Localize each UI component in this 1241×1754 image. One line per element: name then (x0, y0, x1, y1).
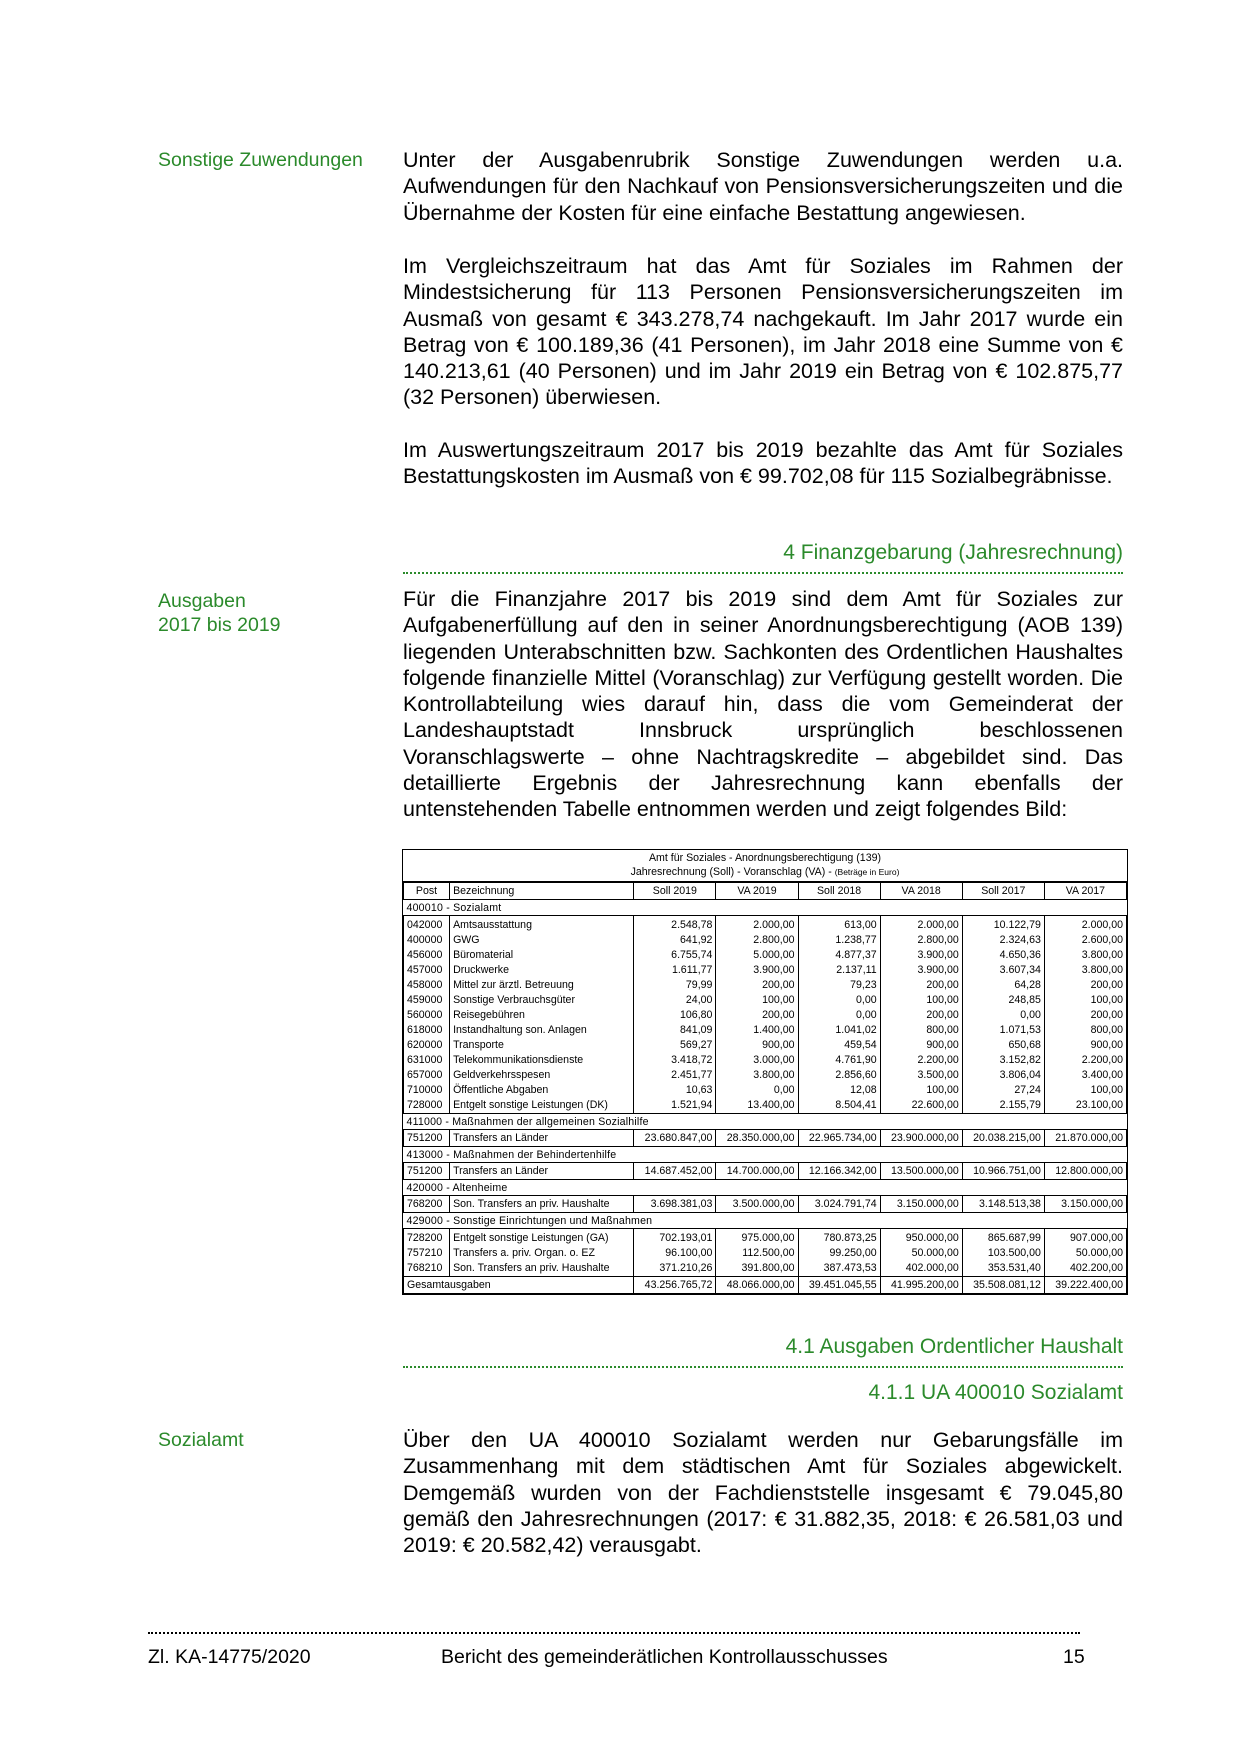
table-cell-bezeichnung: Büromaterial (450, 947, 634, 962)
table-cell-amount: 387.473,53 (798, 1260, 880, 1277)
table-header-row (404, 883, 1127, 900)
table-section-title: 429000 - Sonstige Einrichtungen und Maßnahmen (404, 1213, 1127, 1229)
table-cell-amount: 100,00 (1044, 1082, 1126, 1097)
table-cell-amount: 2.155,79 (962, 1097, 1044, 1114)
table-cell-amount: 79,99 (634, 977, 716, 992)
table-cell-amount: 800,00 (1044, 1022, 1126, 1037)
heading-4-1-1-sozialamt: 4.1.1 UA 400010 Sozialamt (868, 1381, 1123, 1404)
table-cell-post: 458000 (404, 977, 450, 992)
table-total-amount: 35.508.081,12 (962, 1277, 1044, 1294)
table-cell-amount: 200,00 (716, 1007, 798, 1022)
paragraph-sonstige-2: Im Vergleichszeitraum hat das Amt für Soziales im Rahmen der Mindestsicherung für 113 Personen Pensionsversicherungszeiten im Ausmaß von gesamt € 343.278,74 nachgekauft. Im Jahr 2017 wurde ein Betrag von € 100.189,36 (41 Personen), im Jahr 2018 eine Summe von € 140.213,61 (40 Personen) und im Jahr 2019 ein Betrag von € 102.875,77 (32 Personen) überwiesen. (403, 254, 1123, 410)
table-cell-amount: 3.150.000,00 (1044, 1196, 1126, 1213)
table-cell-post: 728000 (404, 1097, 450, 1114)
table-cell-amount: 900,00 (880, 1037, 962, 1052)
table-cell-amount: 3.024.791,74 (798, 1196, 880, 1213)
table-cell-bezeichnung: Entgelt sonstige Leistungen (DK) (450, 1097, 634, 1114)
table-cell-bezeichnung: Mittel zur ärztl. Betreuung (450, 977, 634, 992)
table-cell-amount: 200,00 (716, 977, 798, 992)
table-cell-amount: 3.000,00 (716, 1052, 798, 1067)
col-header-soll-2019: Soll 2019 (634, 883, 716, 900)
table-cell-amount: 12,08 (798, 1082, 880, 1097)
table-row (404, 977, 1127, 992)
table-section-row (404, 1147, 1127, 1163)
table-cell-amount: 21.870.000,00 (1044, 1130, 1126, 1147)
table-cell-amount: 3.900,00 (880, 947, 962, 962)
table-cell-bezeichnung: Transfers an Länder (450, 1130, 634, 1147)
table-cell-amount: 3.800,00 (1044, 947, 1126, 962)
table-cell-amount: 248,85 (962, 992, 1044, 1007)
table-total-amount: 48.066.000,00 (716, 1277, 798, 1294)
table-cell-amount: 23.100,00 (1044, 1097, 1126, 1114)
table-cell-amount: 100,00 (880, 1082, 962, 1097)
table-cell-amount: 106,80 (634, 1007, 716, 1022)
table-row (404, 1022, 1127, 1037)
table-row (404, 1245, 1127, 1260)
paragraph-sonstige-1: Unter der Ausgabenrubrik Sonstige Zuwendungen werden u.a. Aufwendungen für den Nachkauf von Pensionsversicherungszeiten und die Übernahme der Kosten für eine einfache Bestattung angewiesen. (403, 148, 1123, 225)
table-cell-bezeichnung: Reisegebühren (450, 1007, 634, 1022)
table-cell-amount: 103.500,00 (962, 1245, 1044, 1260)
table-cell-amount: 650,68 (962, 1037, 1044, 1052)
paragraph-sonstige-3: Im Auswertungszeitraum 2017 bis 2019 bezahlte das Amt für Soziales Bestattungskosten im Ausmaß von € 99.702,08 für 115 Sozialbegräbnisse. (403, 438, 1123, 489)
table-cell-post: 710000 (404, 1082, 450, 1097)
table-cell-amount: 3.500,00 (880, 1067, 962, 1082)
table-cell-post: 751200 (404, 1163, 450, 1180)
table-cell-amount: 50.000,00 (1044, 1245, 1126, 1260)
table-row (404, 1260, 1127, 1277)
table-cell-post: 620000 (404, 1037, 450, 1052)
table-cell-amount: 13.400,00 (716, 1097, 798, 1114)
table-cell-amount: 459,54 (798, 1037, 880, 1052)
footer-reference: Zl. KA-14775/2020 (148, 1646, 311, 1668)
table-cell-amount: 800,00 (880, 1022, 962, 1037)
col-header-va-2017: VA 2017 (1044, 883, 1126, 900)
table-cell-amount: 200,00 (880, 977, 962, 992)
table-total-amount: 41.995.200,00 (880, 1277, 962, 1294)
table-row (404, 947, 1127, 962)
table-section-row (404, 1114, 1127, 1130)
table-cell-amount: 2.856,60 (798, 1067, 880, 1082)
margin-label-sonstige-zuwendungen: Sonstige Zuwendungen (158, 149, 363, 171)
table-cell-amount: 2.000,00 (716, 916, 798, 933)
table-cell-bezeichnung: Öffentliche Abgaben (450, 1082, 634, 1097)
table-cell-amount: 12.800.000,00 (1044, 1163, 1126, 1180)
table-total-amount: 39.222.400,00 (1044, 1277, 1126, 1294)
table-cell-amount: 96.100,00 (634, 1245, 716, 1260)
table-row (404, 1067, 1127, 1082)
table-cell-amount: 391.800,00 (716, 1260, 798, 1277)
table-cell-post: 728200 (404, 1229, 450, 1246)
table-cell-amount: 28.350.000,00 (716, 1130, 798, 1147)
table-cell-amount: 900,00 (1044, 1037, 1126, 1052)
table-cell-bezeichnung: Geldverkehrsspesen (450, 1067, 634, 1082)
col-header-post: Post (404, 883, 450, 900)
budget-table (402, 849, 1128, 1295)
table-cell-amount: 12.166.342,00 (798, 1163, 880, 1180)
table-cell-amount: 371.210,26 (634, 1260, 716, 1277)
table-cell-post: 459000 (404, 992, 450, 1007)
footer-title: Bericht des gemeinderätlichen Kontrollausschusses (441, 1646, 888, 1668)
table-cell-amount: 2.548,78 (634, 916, 716, 933)
table-cell-amount: 0,00 (962, 1007, 1044, 1022)
table-cell-amount: 1.071,53 (962, 1022, 1044, 1037)
paragraph-ausgaben: Für die Finanzjahre 2017 bis 2019 sind dem Amt für Soziales zur Aufgabenerfüllung auf den in seiner Anordnungsberechtigung (AOB 139) liegenden Unterabschnitten bzw. Sachkonten des Ordentlichen Haushaltes folgende finanzielle Mittel (Voranschlag) zur Verfügung gestellt worden. Die Kontrollabteilung wies darauf hin, dass die vom Gemeinderat der Landeshauptstadt Innsbruck ursprünglich beschlossenen Voranschlagswerte – ohne Nachtragskredite – abgebildet sind. Das detaillierte Ergebnis der Jahresrechnung kann ebenfalls der untenstehenden Tabelle entnommen werden und zeigt folgendes Bild: (403, 587, 1123, 822)
table-cell-amount: 780.873,25 (798, 1229, 880, 1246)
table-row (404, 992, 1127, 1007)
table-cell-amount: 4.761,90 (798, 1052, 880, 1067)
table-cell-amount: 20.038.215,00 (962, 1130, 1044, 1147)
table-cell-amount: 24,00 (634, 992, 716, 1007)
table-section-row (404, 900, 1127, 916)
table-cell-amount: 13.500.000,00 (880, 1163, 962, 1180)
table-cell-amount: 2.200,00 (1044, 1052, 1126, 1067)
table-cell-amount: 2.137,11 (798, 962, 880, 977)
col-header-soll-2017: Soll 2017 (962, 883, 1044, 900)
table-cell-amount: 10.966.751,00 (962, 1163, 1044, 1180)
table-cell-amount: 5.000,00 (716, 947, 798, 962)
table-cell-amount: 3.698.381,03 (634, 1196, 716, 1213)
budget-table-grid (403, 882, 1127, 1294)
table-cell-bezeichnung: GWG (450, 932, 634, 947)
table-cell-amount: 3.150.000,00 (880, 1196, 962, 1213)
table-cell-amount: 641,92 (634, 932, 716, 947)
table-cell-amount: 1.041,02 (798, 1022, 880, 1037)
table-cell-amount: 14.700.000,00 (716, 1163, 798, 1180)
table-cell-amount: 0,00 (798, 1007, 880, 1022)
table-section-title: 413000 - Maßnahmen der Behindertenhilfe (404, 1147, 1127, 1163)
table-cell-post: 631000 (404, 1052, 450, 1067)
table-row (404, 1196, 1127, 1213)
heading-4-finanzgebarung: 4 Finanzgebarung (Jahresrechnung) (403, 540, 1123, 574)
table-cell-amount: 3.418,72 (634, 1052, 716, 1067)
footer-page-number: 15 (1063, 1646, 1085, 1668)
table-cell-bezeichnung: Transfers an Länder (450, 1163, 634, 1180)
table-cell-amount: 0,00 (716, 1082, 798, 1097)
table-cell-amount: 1.611,77 (634, 962, 716, 977)
table-cell-amount: 2.600,00 (1044, 932, 1126, 947)
table-row (404, 1052, 1127, 1067)
table-cell-amount: 79,23 (798, 977, 880, 992)
col-header-va-2018: VA 2018 (880, 883, 962, 900)
paragraph-sozialamt: Über den UA 400010 Sozialamt werden nur Gebarungsfälle im Zusammenhang mit dem städtischen Amt für Soziales abgewickelt. Demgemäß wurden von der Fachdienststelle insgesamt € 79.045,80 gemäß den Jahresrechnungen (2017: € 31.882,35, 2018: € 26.581,03 und 2019: € 20.582,42) verausgabt. (403, 1428, 1123, 1558)
margin-label-sozialamt: Sozialamt (158, 1429, 244, 1451)
table-section-title: 411000 - Maßnahmen der allgemeinen Sozialhilfe (404, 1114, 1127, 1130)
col-header-bezeichnung: Bezeichnung (450, 883, 634, 900)
table-cell-amount: 2.800,00 (880, 932, 962, 947)
table-cell-amount: 569,27 (634, 1037, 716, 1052)
table-cell-amount: 975.000,00 (716, 1229, 798, 1246)
table-section-row (404, 1180, 1127, 1196)
table-cell-amount: 100,00 (1044, 992, 1126, 1007)
table-cell-amount: 4.877,37 (798, 947, 880, 962)
table-total-label: Gesamtausgaben (404, 1277, 634, 1294)
table-cell-amount: 4.650,36 (962, 947, 1044, 962)
table-section-row (404, 1213, 1127, 1229)
table-cell-amount: 3.900,00 (716, 962, 798, 977)
table-cell-post: 751200 (404, 1130, 450, 1147)
table-cell-amount: 10.122,79 (962, 916, 1044, 933)
table-cell-amount: 100,00 (716, 992, 798, 1007)
table-cell-amount: 112.500,00 (716, 1245, 798, 1260)
table-row (404, 1037, 1127, 1052)
table-cell-amount: 841,09 (634, 1022, 716, 1037)
table-cell-amount: 27,24 (962, 1082, 1044, 1097)
table-cell-amount: 2.324,63 (962, 932, 1044, 947)
table-cell-amount: 22.965.734,00 (798, 1130, 880, 1147)
table-row (404, 1097, 1127, 1114)
table-row (404, 1007, 1127, 1022)
table-cell-post: 768200 (404, 1196, 450, 1213)
table-cell-amount: 3.152,82 (962, 1052, 1044, 1067)
col-header-va-2019: VA 2019 (716, 883, 798, 900)
table-section-title: 420000 - Altenheime (404, 1180, 1127, 1196)
table-cell-amount: 3.500.000,00 (716, 1196, 798, 1213)
table-cell-amount: 353.531,40 (962, 1260, 1044, 1277)
table-cell-amount: 1.521,94 (634, 1097, 716, 1114)
table-cell-amount: 1.238,77 (798, 932, 880, 947)
table-cell-amount: 0,00 (798, 992, 880, 1007)
table-cell-amount: 8.504,41 (798, 1097, 880, 1114)
table-total-amount: 43.256.765,72 (634, 1277, 716, 1294)
table-cell-amount: 10,63 (634, 1082, 716, 1097)
table-row (404, 932, 1127, 947)
table-cell-bezeichnung: Sonstige Verbrauchsgüter (450, 992, 634, 1007)
table-cell-amount: 3.148.513,38 (962, 1196, 1044, 1213)
footer-divider (148, 1632, 1080, 1634)
table-cell-amount: 3.806,04 (962, 1067, 1044, 1082)
table-cell-bezeichnung: Instandhaltung son. Anlagen (450, 1022, 634, 1037)
table-cell-bezeichnung: Transfers a. priv. Organ. o. EZ (450, 1245, 634, 1260)
table-cell-amount: 200,00 (1044, 1007, 1126, 1022)
table-row (404, 962, 1127, 977)
table-cell-amount: 3.900,00 (880, 962, 962, 977)
table-cell-amount: 22.600,00 (880, 1097, 962, 1114)
table-cell-amount: 99.250,00 (798, 1245, 880, 1260)
table-body (404, 900, 1127, 1294)
table-cell-amount: 6.755,74 (634, 947, 716, 962)
table-cell-amount: 2.000,00 (1044, 916, 1126, 933)
table-cell-amount: 613,00 (798, 916, 880, 933)
table-cell-amount: 100,00 (880, 992, 962, 1007)
table-total-row (404, 1277, 1127, 1294)
table-cell-amount: 3.800,00 (1044, 962, 1126, 977)
heading-4-1-ausgaben: 4.1 Ausgaben Ordentlicher Haushalt (403, 1334, 1123, 1368)
table-row (404, 1229, 1127, 1246)
table-cell-amount: 200,00 (1044, 977, 1126, 992)
table-cell-bezeichnung: Amtsausstattung (450, 916, 634, 933)
table-cell-bezeichnung: Telekommunikationsdienste (450, 1052, 634, 1067)
table-row (404, 1082, 1127, 1097)
table-cell-bezeichnung: Entgelt sonstige Leistungen (GA) (450, 1229, 634, 1246)
table-total-amount: 39.451.045,55 (798, 1277, 880, 1294)
table-cell-amount: 907.000,00 (1044, 1229, 1126, 1246)
table-cell-amount: 50.000,00 (880, 1245, 962, 1260)
table-cell-amount: 23.680.847,00 (634, 1130, 716, 1147)
table-cell-amount: 402.200,00 (1044, 1260, 1126, 1277)
table-cell-amount: 64,28 (962, 977, 1044, 992)
table-row (404, 1130, 1127, 1147)
table-cell-bezeichnung: Son. Transfers an priv. Haushalte (450, 1196, 634, 1213)
table-cell-amount: 23.900.000,00 (880, 1130, 962, 1147)
table-cell-amount: 3.607,34 (962, 962, 1044, 977)
table-title-line2: Jahresrechnung (Soll) - Voranschlag (VA) - (630, 866, 832, 878)
table-cell-post: 768210 (404, 1260, 450, 1277)
table-cell-bezeichnung: Son. Transfers an priv. Haushalte (450, 1260, 634, 1277)
table-row (404, 1163, 1127, 1180)
table-cell-amount: 2.200,00 (880, 1052, 962, 1067)
table-cell-post: 457000 (404, 962, 450, 977)
table-cell-amount: 900,00 (716, 1037, 798, 1052)
table-cell-bezeichnung: Druckwerke (450, 962, 634, 977)
table-cell-amount: 2.451,77 (634, 1067, 716, 1082)
table-cell-amount: 402.000,00 (880, 1260, 962, 1277)
table-cell-amount: 865.687,99 (962, 1229, 1044, 1246)
table-cell-amount: 2.000,00 (880, 916, 962, 933)
table-title (403, 850, 1127, 882)
table-row (404, 916, 1127, 933)
table-cell-post: 657000 (404, 1067, 450, 1082)
margin-label-ausgaben-line1: Ausgaben (158, 590, 246, 612)
table-cell-post: 560000 (404, 1007, 450, 1022)
margin-label-ausgaben (158, 589, 388, 637)
col-header-soll-2018: Soll 2018 (798, 883, 880, 900)
table-cell-amount: 1.400,00 (716, 1022, 798, 1037)
table-title-note: (Beträge in Euro) (834, 867, 900, 877)
margin-label-ausgaben-line2: 2017 bis 2019 (158, 614, 281, 636)
table-cell-amount: 3.400,00 (1044, 1067, 1126, 1082)
table-cell-post: 618000 (404, 1022, 450, 1037)
table-title-line1: Amt für Soziales - Anordnungsberechtigung (139) (648, 852, 882, 864)
table-cell-post: 757210 (404, 1245, 450, 1260)
table-cell-amount: 702.193,01 (634, 1229, 716, 1246)
table-cell-post: 042000 (404, 916, 450, 933)
table-cell-amount: 3.800,00 (716, 1067, 798, 1082)
table-cell-bezeichnung: Transporte (450, 1037, 634, 1052)
table-section-title: 400010 - Sozialamt (404, 900, 1127, 916)
table-cell-post: 456000 (404, 947, 450, 962)
table-cell-amount: 950.000,00 (880, 1229, 962, 1246)
table-cell-amount: 200,00 (880, 1007, 962, 1022)
table-cell-amount: 2.800,00 (716, 932, 798, 947)
table-cell-post: 400000 (404, 932, 450, 947)
table-cell-amount: 14.687.452,00 (634, 1163, 716, 1180)
